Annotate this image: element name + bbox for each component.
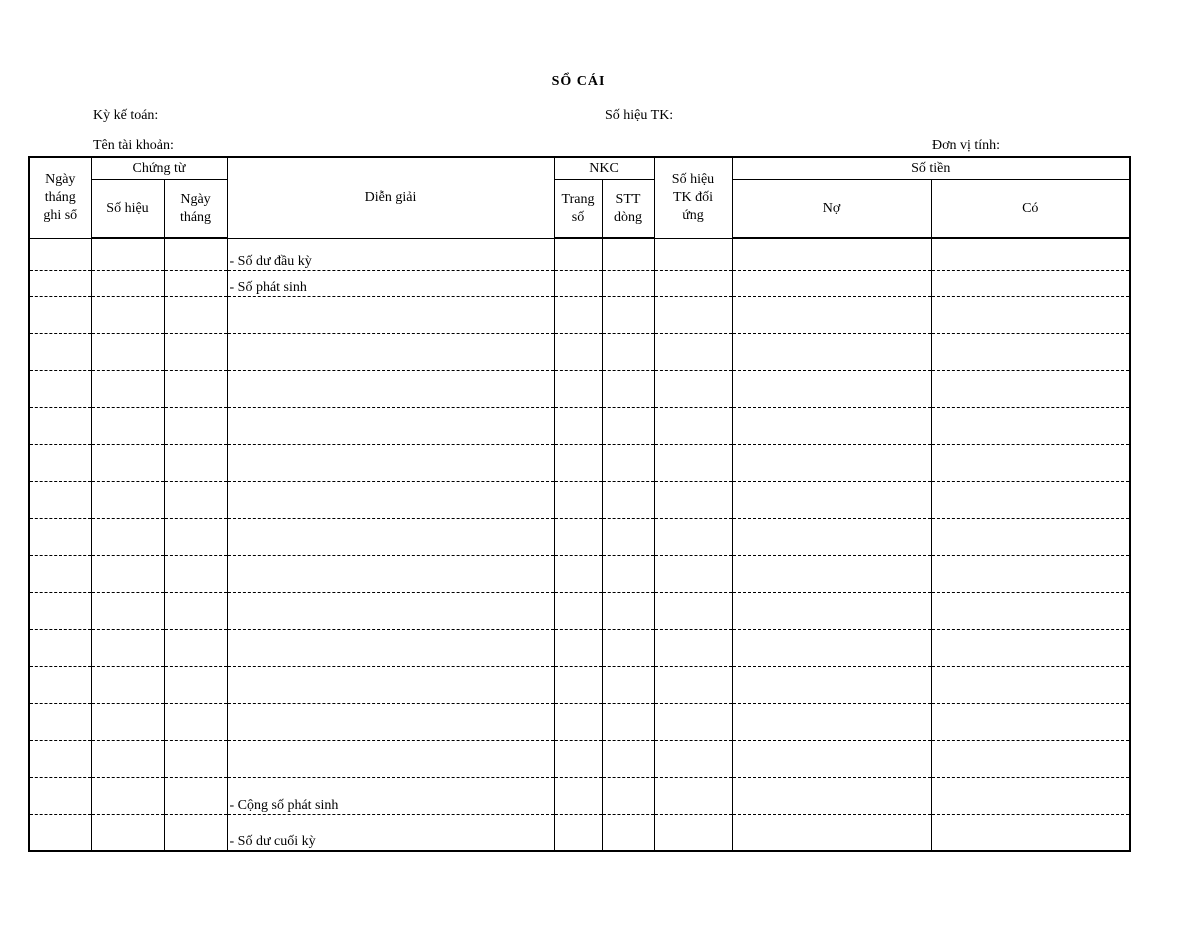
- ledger-row: [29, 777, 1130, 814]
- cell-debit: [732, 333, 931, 370]
- cell-credit: [931, 629, 1130, 666]
- cell-contra-account: [654, 444, 732, 481]
- header-voucher: Chứng từ: [91, 157, 227, 180]
- cell-voucher-date: [164, 592, 227, 629]
- cell-description: [227, 740, 554, 777]
- header-amount: Số tiền: [732, 157, 1130, 180]
- ledger-row: [29, 703, 1130, 740]
- cell-line-number: [602, 333, 654, 370]
- cell-page-number: [554, 703, 602, 740]
- cell-posting-date: [29, 740, 91, 777]
- cell-description: [227, 370, 554, 407]
- cell-voucher-date: [164, 666, 227, 703]
- cell-contra-account: [654, 518, 732, 555]
- cell-credit: [931, 814, 1130, 851]
- cell-posting-date: [29, 518, 91, 555]
- cell-line-number: [602, 740, 654, 777]
- cell-line-number: [602, 481, 654, 518]
- cell-credit: [931, 518, 1130, 555]
- cell-description: [227, 666, 554, 703]
- cell-posting-date: [29, 629, 91, 666]
- cell-credit: [931, 444, 1130, 481]
- cell-contra-account: [654, 481, 732, 518]
- cell-contra-account: [654, 666, 732, 703]
- cell-voucher-number: [91, 555, 164, 592]
- ledger-row: [29, 481, 1130, 518]
- cell-debit: [732, 407, 931, 444]
- cell-page-number: [554, 481, 602, 518]
- ledger-row: [29, 666, 1130, 703]
- ledger-row: [29, 592, 1130, 629]
- cell-contra-account: [654, 333, 732, 370]
- cell-voucher-number: [91, 703, 164, 740]
- cell-voucher-date: [164, 518, 227, 555]
- unit-label: Đơn vị tính:: [932, 138, 1001, 153]
- cell-voucher-date: [164, 370, 227, 407]
- cell-description: [227, 444, 554, 481]
- cell-contra-account: [654, 407, 732, 444]
- ledger-row: [29, 740, 1130, 777]
- cell-contra-account: [654, 629, 732, 666]
- header-nkc: NKC: [554, 157, 654, 180]
- cell-credit: [931, 666, 1130, 703]
- cell-debit: [732, 592, 931, 629]
- cell-posting-date: [29, 703, 91, 740]
- cell-debit: [732, 814, 931, 851]
- cell-voucher-number: [91, 481, 164, 518]
- cell-line-number: [602, 370, 654, 407]
- cell-voucher-number: [91, 592, 164, 629]
- cell-posting-date: [29, 370, 91, 407]
- cell-line-number: [602, 629, 654, 666]
- cell-line-number: [602, 270, 654, 296]
- header-line-number: STT dòng: [602, 180, 654, 239]
- cell-description: - Số dư cuối kỳ: [227, 814, 554, 851]
- account-number-label: Số hiệu TK:: [605, 108, 674, 123]
- cell-voucher-number: [91, 333, 164, 370]
- cell-description: [227, 481, 554, 518]
- cell-contra-account: [654, 296, 732, 333]
- cell-debit: [732, 777, 931, 814]
- ledger-row: [29, 407, 1130, 444]
- cell-description: [227, 407, 554, 444]
- cell-description: - Số phát sinh: [227, 270, 554, 296]
- cell-description: [227, 555, 554, 592]
- cell-description: [227, 703, 554, 740]
- cell-voucher-number: [91, 296, 164, 333]
- header-debit: Nợ: [732, 180, 931, 239]
- cell-voucher-date: [164, 296, 227, 333]
- cell-credit: [931, 370, 1130, 407]
- cell-contra-account: [654, 270, 732, 296]
- cell-voucher-date: [164, 814, 227, 851]
- cell-voucher-number: [91, 777, 164, 814]
- cell-line-number: [602, 592, 654, 629]
- cell-debit: [732, 481, 931, 518]
- cell-credit: [931, 703, 1130, 740]
- cell-voucher-date: [164, 270, 227, 296]
- cell-posting-date: [29, 333, 91, 370]
- header-credit: Có: [931, 180, 1130, 239]
- cell-line-number: [602, 555, 654, 592]
- ledger-row: [29, 444, 1130, 481]
- cell-contra-account: [654, 703, 732, 740]
- cell-posting-date: [29, 238, 91, 270]
- cell-page-number: [554, 238, 602, 270]
- cell-line-number: [602, 518, 654, 555]
- cell-description: [227, 296, 554, 333]
- cell-voucher-date: [164, 333, 227, 370]
- cell-line-number: [602, 407, 654, 444]
- cell-page-number: [554, 296, 602, 333]
- cell-posting-date: [29, 270, 91, 296]
- ledger-row: [29, 629, 1130, 666]
- cell-voucher-number: [91, 370, 164, 407]
- cell-debit: [732, 370, 931, 407]
- cell-credit: [931, 296, 1130, 333]
- cell-description: [227, 518, 554, 555]
- accounting-period-label: Kỳ kế toán:: [93, 108, 159, 123]
- cell-posting-date: [29, 777, 91, 814]
- cell-page-number: [554, 740, 602, 777]
- cell-posting-date: [29, 481, 91, 518]
- cell-page-number: [554, 666, 602, 703]
- cell-voucher-date: [164, 444, 227, 481]
- cell-line-number: [602, 666, 654, 703]
- cell-credit: [931, 481, 1130, 518]
- cell-page-number: [554, 592, 602, 629]
- cell-description: [227, 629, 554, 666]
- cell-posting-date: [29, 444, 91, 481]
- cell-debit: [732, 270, 931, 296]
- ledger-title: SỔ CÁI: [551, 74, 606, 89]
- cell-description: - Số dư đầu kỳ: [227, 238, 554, 270]
- cell-line-number: [602, 296, 654, 333]
- cell-debit: [732, 703, 931, 740]
- cell-voucher-number: [91, 444, 164, 481]
- cell-debit: [732, 296, 931, 333]
- cell-page-number: [554, 518, 602, 555]
- cell-credit: [931, 592, 1130, 629]
- cell-voucher-number: [91, 666, 164, 703]
- ledger-row: [29, 238, 1130, 270]
- cell-description: - Cộng số phát sinh: [227, 777, 554, 814]
- cell-credit: [931, 333, 1130, 370]
- cell-page-number: [554, 814, 602, 851]
- cell-voucher-date: [164, 629, 227, 666]
- cell-page-number: [554, 370, 602, 407]
- cell-page-number: [554, 777, 602, 814]
- cell-debit: [732, 555, 931, 592]
- cell-debit: [732, 740, 931, 777]
- cell-description: [227, 592, 554, 629]
- cell-voucher-number: [91, 814, 164, 851]
- cell-line-number: [602, 777, 654, 814]
- ledger-table: [28, 156, 1131, 852]
- cell-voucher-date: [164, 777, 227, 814]
- cell-posting-date: [29, 592, 91, 629]
- ledger-row: [29, 296, 1130, 333]
- cell-credit: [931, 270, 1130, 296]
- cell-voucher-number: [91, 270, 164, 296]
- cell-contra-account: [654, 777, 732, 814]
- cell-contra-account: [654, 592, 732, 629]
- cell-credit: [931, 407, 1130, 444]
- cell-voucher-number: [91, 629, 164, 666]
- cell-contra-account: [654, 814, 732, 851]
- cell-line-number: [602, 238, 654, 270]
- cell-posting-date: [29, 666, 91, 703]
- cell-debit: [732, 666, 931, 703]
- cell-voucher-date: [164, 407, 227, 444]
- header-voucher-number: Số hiệu: [91, 180, 164, 239]
- ledger-row: [29, 518, 1130, 555]
- header-posting-date: Ngày tháng ghi sổ: [29, 157, 91, 238]
- header-contra-account: Số hiệu TK đối ứng: [654, 157, 732, 238]
- cell-contra-account: [654, 740, 732, 777]
- cell-posting-date: [29, 814, 91, 851]
- cell-voucher-number: [91, 238, 164, 270]
- cell-voucher-date: [164, 555, 227, 592]
- cell-voucher-number: [91, 740, 164, 777]
- cell-credit: [931, 555, 1130, 592]
- cell-page-number: [554, 444, 602, 481]
- cell-description: [227, 333, 554, 370]
- ledger-row: [29, 270, 1130, 296]
- cell-line-number: [602, 444, 654, 481]
- cell-credit: [931, 740, 1130, 777]
- cell-line-number: [602, 814, 654, 851]
- cell-voucher-date: [164, 238, 227, 270]
- ledger-row: [29, 370, 1130, 407]
- cell-voucher-number: [91, 407, 164, 444]
- cell-contra-account: [654, 238, 732, 270]
- cell-page-number: [554, 407, 602, 444]
- cell-voucher-date: [164, 703, 227, 740]
- cell-page-number: [554, 629, 602, 666]
- header-voucher-date: Ngày tháng: [164, 180, 227, 239]
- cell-page-number: [554, 333, 602, 370]
- cell-contra-account: [654, 555, 732, 592]
- cell-debit: [732, 518, 931, 555]
- cell-credit: [931, 777, 1130, 814]
- cell-line-number: [602, 703, 654, 740]
- cell-posting-date: [29, 296, 91, 333]
- header-description: Diễn giải: [227, 157, 554, 238]
- cell-credit: [931, 238, 1130, 270]
- ledger-row: [29, 555, 1130, 592]
- cell-voucher-date: [164, 481, 227, 518]
- cell-page-number: [554, 270, 602, 296]
- cell-debit: [732, 629, 931, 666]
- cell-posting-date: [29, 555, 91, 592]
- cell-contra-account: [654, 370, 732, 407]
- cell-voucher-number: [91, 518, 164, 555]
- cell-voucher-date: [164, 740, 227, 777]
- cell-debit: [732, 238, 931, 270]
- ledger-row: [29, 814, 1130, 851]
- header-page-number: Trang số: [554, 180, 602, 239]
- cell-page-number: [554, 555, 602, 592]
- cell-posting-date: [29, 407, 91, 444]
- account-name-label: Tên tài khoản:: [93, 138, 174, 153]
- ledger-row: [29, 333, 1130, 370]
- cell-debit: [732, 444, 931, 481]
